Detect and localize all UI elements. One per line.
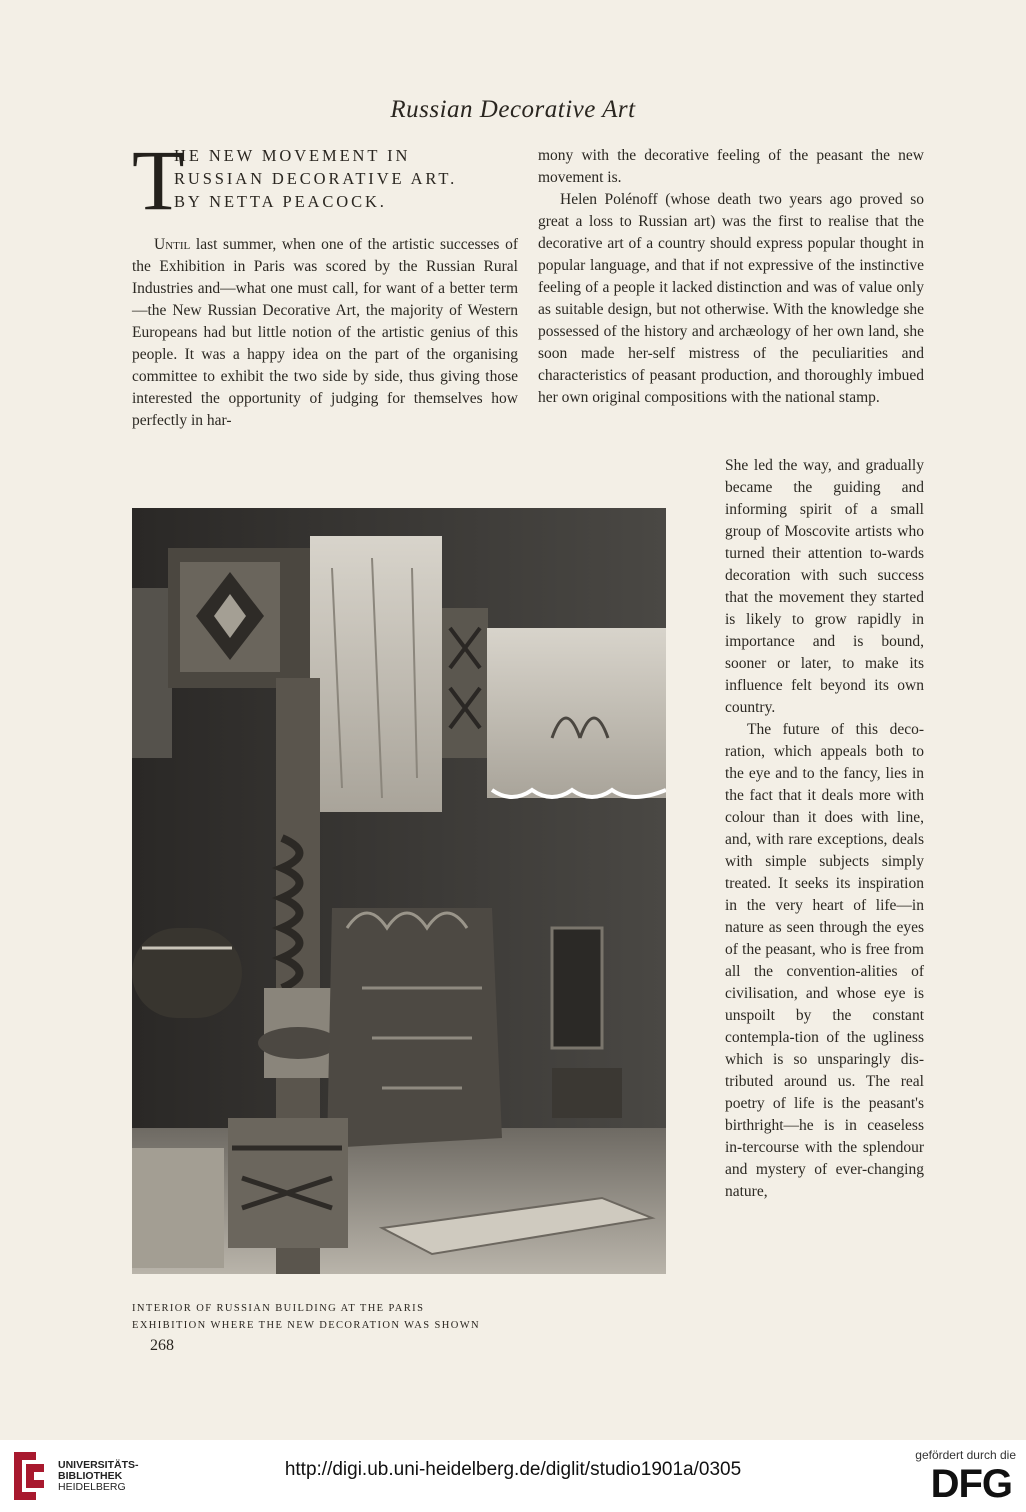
paragraph: She led the way, and gradually became the guiding and informing spirit of a small group of Moscovite artists who turned their attention to-wards decoration with such success that the movement they started is likely to grow rapidly in importance and is bound, sooner or later, to make its influence felt beyond its own country.	[725, 457, 924, 716]
left-column-text	[132, 234, 518, 432]
library-name-line: UNIVERSITÄTS-	[58, 1459, 139, 1471]
title-line: HE NEW MOVEMENT IN	[174, 146, 411, 165]
lead-in: Until	[154, 236, 191, 253]
paragraph: mony with the decorative feeling of the peasant the new movement is.	[538, 147, 924, 186]
paragraph-body: last summer, when one of the artistic successes of the Exhibition in Paris was scored by the Russian Rural Industries and—what one must call, for want of a better term—the New Russian Decorative Art, the majority of Western Europeans had but little notion of the artistic genius of this people. It was a happy idea on the part of the organising committee to exhibit the two side by side, thus giving those interested the opportunity of judging for themselves how perfectly in har-	[132, 236, 518, 429]
right-column-text	[538, 145, 924, 409]
paragraph	[132, 234, 518, 432]
running-head: Russian Decorative Art	[390, 96, 636, 123]
page-number: 268	[150, 1337, 174, 1354]
paragraph: Helen Polénoff (whose death two years ago proved so great a loss to Russian art) was the first to realise that the decorative art of a country should express popular thought in popular language, and that if not expressive of the instinctive feeling of a people it lacked distinction and was of value only as suitable design, but not otherwise. With the knowledge she possessed of the history and archæology of her own land, she soon made her-self mistress of the peculiarities and characteristics of peasant production, and thoroughly imbued her own original compositions with the national stamp.	[538, 191, 924, 406]
title-dropcap: T	[132, 132, 185, 228]
footer-bar	[0, 1440, 1026, 1512]
narrow-column-text	[725, 455, 924, 1203]
title-line: RUSSIAN DECORATIVE ART.	[174, 169, 458, 188]
library-name-line: HEIDELBERG	[58, 1481, 126, 1493]
permalink[interactable]: http://digi.ub.uni-heidelberg.de/diglit/studio1901a/0305	[284, 1459, 742, 1480]
article-title	[132, 132, 518, 228]
photo-illustration	[132, 508, 666, 1274]
paragraph: The future of this deco-ration, which appeals both to the eye and to the fancy, lies in the fact that it deals more with colour than it does with line, and, with rare exceptions, deals with simple subjects simply treated. It seeks its inspiration in the very heart of life—in nature as seen through the eyes of the peasant, who is free from all the convention-alities of civilisation, and whose eye is unspoilt by the constant contempla-tion of the ugliness which is so unsparingly dis-tributed around us. The real poetry of life is the peasant's birthright—he is in ceaseless in-tercourse with the splendour and mystery of ever-changing nature,	[725, 721, 924, 1200]
dfg-logo: DFG	[930, 1462, 1012, 1506]
funder-note: gefördert durch die	[915, 1448, 1016, 1462]
photo-caption	[132, 1300, 532, 1334]
library-name-line: BIBLIOTHEK	[58, 1470, 123, 1482]
caption-line: EXHIBITION WHERE THE NEW DECORATION WAS SHOWN	[132, 1320, 481, 1331]
caption-line: INTERIOR OF RUSSIAN BUILDING AT THE PARIS	[132, 1303, 425, 1314]
interior-photograph	[132, 508, 666, 1274]
title-line: BY NETTA PEACOCK.	[174, 192, 387, 211]
